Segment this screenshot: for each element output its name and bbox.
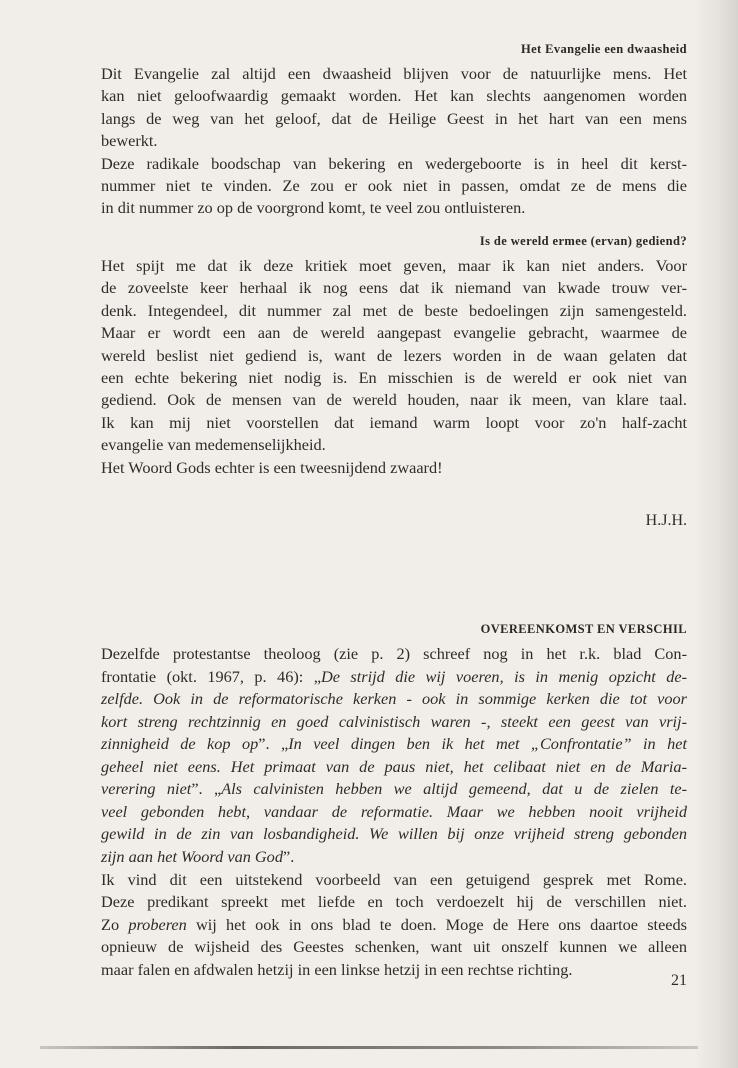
text: Het Woord Gods echter is een tweesnijdend zwaard! [101, 457, 443, 477]
text: ”. „ [258, 734, 289, 754]
italic-text: zijn aan het Woord van God [101, 846, 283, 866]
text-line [101, 689, 687, 709]
text-line [101, 937, 687, 957]
text-line [101, 390, 687, 410]
text: Deze radikale boodschap van bekering en wedergeboorte is in heel dit kerst- [101, 153, 687, 173]
italic-text: Als calvinisten hebben we altijd gemeend, dat u de zielen te- [221, 779, 688, 799]
text: Dit Evangelie zal altijd een dwaasheid blijven voor de natuurlijke mens. Het [101, 64, 687, 83]
text: maar falen en afdwalen hetzij in een linkse hetzij in een rechtse richting. [101, 959, 573, 979]
text: Zo [101, 914, 129, 934]
text: langs de weg van het geloof, dat de Heilige Geest in het hart van een mens [101, 108, 687, 128]
text-line [101, 109, 687, 129]
italic-text: proberen [128, 914, 187, 934]
italic-text: zinnigheid de kop op [101, 734, 259, 754]
text: evangelie van medemenselijkheid. [101, 435, 326, 455]
text-line [101, 779, 687, 799]
text: een echte bekering niet nodig is. En misschien is de wereld er ook niet van [101, 368, 687, 387]
text: frontatie (okt. 1967, p. 46): „ [101, 666, 321, 686]
text-line [101, 802, 687, 822]
italic-text: De strijd die wij voeren, is in menig opzicht de- [320, 666, 687, 686]
text: Dezelfde protestantse theoloog (zie p. 2) schreef nog in het r.k. blad Con- [101, 644, 687, 663]
text-line [101, 458, 687, 478]
text-line [101, 256, 687, 276]
text-line [101, 176, 687, 196]
italic-text: geheel niet eens. Het primaat van de paus niet, het celibaat niet en de Maria- [101, 756, 687, 776]
text-line [101, 892, 687, 912]
signature: H.J.H. [645, 512, 687, 529]
text: Deze predikant spreekt met liefde en toch verdoezelt hij de verschillen niet. [101, 892, 687, 912]
page-number: 21 [671, 972, 687, 989]
text-line [101, 435, 687, 455]
section-heading: Het Evangelie een dwaasheid [520, 42, 687, 56]
text-line [101, 64, 687, 84]
text: de zoveelste keer herhaal ik nog eens dat ik niemand van kwade trouw ver- [101, 278, 687, 298]
text-line [101, 667, 687, 687]
text: gediend. Ook de mensen van de wereld houden, naar ik meen, van klare taal. [101, 390, 687, 410]
text-line [101, 154, 687, 174]
text-line [101, 413, 687, 433]
text-line [101, 644, 687, 664]
section-heading: OVEREENKOMST EN VERSCHIL [480, 622, 687, 636]
text-line [101, 847, 687, 867]
text-line [101, 734, 687, 754]
page-edge-shadow [694, 0, 738, 1068]
italic-text: veel gebonden hebt, vandaar de reformatie. Maar we hebben nooit vrijheid [101, 801, 687, 821]
text: Ik vind dit een uitstekend voorbeeld van een getuigend gesprek met Rome. [101, 869, 687, 889]
text: nummer niet te vinden. Ze zou er ook niet in passen, omdat ze de mens die [101, 176, 687, 195]
text-line [101, 86, 687, 106]
text: wereld beslist niet gediend is, want de lezers worden in de waan gelaten dat [101, 345, 687, 365]
text: opnieuw de wijsheid des Geestes schenken, want uit onszelf kunnen we alleen [101, 937, 687, 957]
text-line [101, 368, 687, 388]
italic-text: zelfde. Ook in de reformatorische kerken - ook in sommige kerken die tot voor [101, 689, 687, 709]
text-line [101, 712, 687, 732]
text-line [101, 131, 687, 151]
italic-text: verering niet [101, 779, 192, 799]
text-line [101, 198, 687, 218]
text: Ik kan mij niet voorstellen dat iemand warm loopt voor zo'n half-zacht [101, 412, 687, 432]
text-line [101, 278, 687, 298]
text-line [101, 824, 687, 844]
text: Maar er wordt een aan de wereld aangepast evangelie gebracht, waarmee de [101, 323, 687, 343]
text: bewerkt. [101, 131, 158, 151]
italic-text: gewild in de zin van losbandigheid. We willen bij onze vrijheid streng gebonden [101, 824, 687, 844]
text-line [101, 915, 687, 935]
text: ”. „ [191, 779, 222, 799]
text-line [101, 323, 687, 343]
section-heading: Is de wereld ermee (ervan) gediend? [479, 234, 687, 248]
text: in dit nummer zo op de voorgrond komt, te veel zou ontluisteren. [101, 198, 526, 218]
page-bottom-rule [40, 1046, 698, 1049]
text-line [101, 870, 687, 890]
text: denk. Integendeel, dit nummer zal met de beste bedoelingen zijn samengesteld. [101, 300, 687, 320]
text-line [101, 960, 687, 980]
italic-text: In veel dingen ben ik het met „Confrontatie” in het [288, 734, 688, 754]
italic-text: kort streng rechtzinnig en goed calvinistisch waren -, steekt een geest van vrij- [101, 711, 687, 731]
text-line [101, 301, 687, 321]
text: Het spijt me dat ik deze kritiek moet geven, maar ik kan niet anders. Voor [101, 256, 687, 275]
text-line [101, 346, 687, 366]
text: kan niet geloofwaardig gemaakt worden. Het kan slechts aangenomen worden [101, 86, 687, 106]
text-line [101, 757, 687, 777]
text: wij het ook in ons blad te doen. Moge de Here ons daartoe steeds [186, 914, 688, 934]
text: ”. [282, 846, 295, 866]
